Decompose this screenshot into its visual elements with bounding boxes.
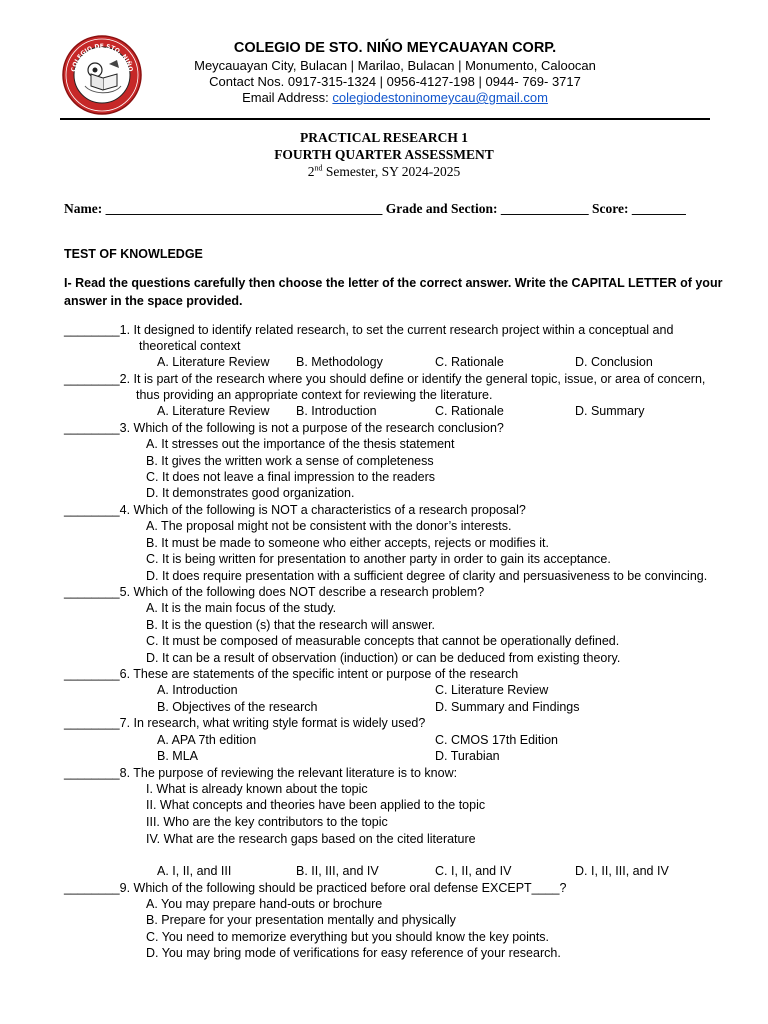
q8-option-c: C. I, II, and IV <box>435 864 512 878</box>
q8-option-d: D. I, II, III, and IV <box>575 864 669 878</box>
q6-option-b: B. Objectives of the research <box>157 700 318 714</box>
q5-option-c: C. It must be composed of measurable concepts that cannot be operationally defined. <box>146 634 620 648</box>
semester-line: 2nd Semester, SY 2024-2025 <box>307 163 461 179</box>
school-address: Meycauayan City, Bulacan | Marilao, Bulacan | Monumento, Caloocan <box>194 58 596 73</box>
q5-option-b: B. It is the question (s) that the research will answer. <box>146 618 436 632</box>
subject-title: PRACTICAL RESEARCH 1 <box>299 130 469 145</box>
q3-option-c: C. It does not leave a final impression to the readers <box>146 470 436 484</box>
q9-option-d: D. You may bring mode of verifications for easy reference of your research. <box>146 946 561 960</box>
section-title: TEST OF KNOWLEDGE <box>64 247 203 261</box>
q1-option-a: A. Literature Review <box>157 355 270 369</box>
q9-option-a: A. You may prepare hand-outs or brochure <box>146 897 383 911</box>
question-1: ________1. It designed to identify related research, to set the current research project within a conceptual and <box>64 323 674 337</box>
q2-option-a: A. Literature Review <box>157 404 270 418</box>
question-8: ________8. The purpose of reviewing the relevant literature is to know: <box>64 766 458 780</box>
question-1-continued: theoretical context <box>139 339 241 353</box>
question-4: ________4. Which of the following is NOT a characteristics of a research proposal? <box>64 503 526 517</box>
q5-option-d: D. It can be a result of observation (induction) or can be deduced from existing theory. <box>146 651 621 665</box>
q8-item-4: IV. What are the research gaps based on the cited literature <box>146 832 476 846</box>
q8-item-1: I. What is already known about the topic <box>146 782 368 796</box>
q4-option-c: C. It is being written for presentation to another party in order to gain its acceptance. <box>146 552 611 566</box>
answer-blank[interactable]: ________ <box>64 421 120 435</box>
school-name: COLEGIO DE STO. NIŃO MEYCAUAYAN CORP. <box>233 40 557 56</box>
answer-blank[interactable]: ________ <box>64 503 120 517</box>
q9-option-c: C. You need to memorize everything but you should know the key points. <box>146 930 550 944</box>
q6-option-d: D. Summary and Findings <box>435 700 580 714</box>
answer-blank[interactable]: ________ <box>64 766 120 780</box>
q1-option-c: C. Rationale <box>435 355 504 369</box>
svg-text:COLEGIO DE STO. NIÑO: COLEGIO DE STO. NIÑO <box>70 42 134 73</box>
q8-item-2: II. What concepts and theories have been applied to the topic <box>146 798 486 812</box>
q6-option-a: A. Introduction <box>157 683 238 697</box>
email-label: Email Address: <box>242 90 333 105</box>
answer-blank[interactable]: ________ <box>64 323 120 337</box>
answer-blank[interactable]: ________ <box>64 585 120 599</box>
header-divider <box>60 118 710 120</box>
question-7: ________7. In research, what writing style format is widely used? <box>64 716 426 730</box>
q2-option-c: C. Rationale <box>435 404 504 418</box>
q7-option-c: C. CMOS 17th Edition <box>435 733 558 747</box>
email-link[interactable]: colegiodestoninomeycau@gmail.com <box>332 90 548 105</box>
instructions: I- Read the questions carefully then choose the letter of the correct answer. Write the CAPITAL LETTER of your answer in the space provided. <box>64 276 723 308</box>
score-label: Score: <box>588 201 632 216</box>
question-6: ________6. These are statements of the specific intent or purpose of the research <box>64 667 519 681</box>
answer-blank[interactable]: ________ <box>64 667 120 681</box>
q1-option-d: D. Conclusion <box>575 355 653 369</box>
answer-blank[interactable]: ________ <box>64 716 120 730</box>
q8-item-3: III. Who are the key contributors to the topic <box>146 815 388 829</box>
grade-section-label: Grade and Section: <box>382 201 501 216</box>
name-field[interactable]: _________________________________________ <box>105 201 383 216</box>
question-3: ________3. Which of the following is not a purpose of the research conclusion? <box>64 421 504 435</box>
question-5: ________5. Which of the following does NOT describe a research problem? <box>64 585 485 599</box>
q1-option-b: B. Methodology <box>296 355 383 369</box>
q4-option-b: B. It must be made to someone who either accepts, rejects or modifies it. <box>146 536 549 550</box>
question-9: ________9. Which of the following should be practiced before oral defense EXCEPT____? <box>64 881 567 895</box>
answer-blank[interactable]: ________ <box>64 372 120 386</box>
score-field[interactable]: ________ <box>631 201 686 216</box>
q4-option-d: D. It does require presentation with a sufficient degree of clarity and persuasiveness to be convincing. <box>146 569 708 583</box>
assessment-title: FOURTH QUARTER ASSESSMENT <box>274 147 494 162</box>
grade-section-field[interactable]: _____________ <box>500 201 589 216</box>
student-info-row <box>64 201 724 217</box>
question-2: ________2. It is part of the research where you should define or identify the general topic, issue, or area of concern, <box>64 372 706 386</box>
q3-option-a: A. It stresses out the importance of the thesis statement <box>146 437 455 451</box>
contact-numbers: Contact Nos. 0917-315-1324 | 0956-4127-198 | 0944- 769- 3717 <box>209 74 581 89</box>
school-header <box>150 38 640 106</box>
q6-option-c: C. Literature Review <box>435 683 549 697</box>
name-label: Name: <box>64 201 106 216</box>
q7-option-a: A. APA 7th edition <box>157 733 257 747</box>
q3-option-b: B. It gives the written work a sense of completeness <box>146 454 434 468</box>
q7-option-d: D. Turabian <box>435 749 500 763</box>
exam-title-block <box>0 129 768 180</box>
q2-option-d: D. Summary <box>575 404 645 418</box>
q7-option-b: B. MLA <box>157 749 198 763</box>
email-line <box>150 90 640 106</box>
q4-option-a: A. The proposal might not be consistent with the donor’s interests. <box>146 519 512 533</box>
q3-option-d: D. It demonstrates good organization. <box>146 486 355 500</box>
q9-option-b: B. Prepare for your presentation mentally and physically <box>146 913 456 927</box>
q5-option-a: A. It is the main focus of the study. <box>146 601 337 615</box>
q8-option-a: A. I, II, and III <box>157 864 232 878</box>
q2-option-b: B. Introduction <box>296 404 377 418</box>
question-2-continued: thus providing an appropriate context for reviewing the literature. <box>136 388 493 402</box>
answer-blank[interactable]: ________ <box>64 881 120 895</box>
school-seal-logo <box>61 34 143 116</box>
q8-option-b: B. II, III, and IV <box>296 864 379 878</box>
